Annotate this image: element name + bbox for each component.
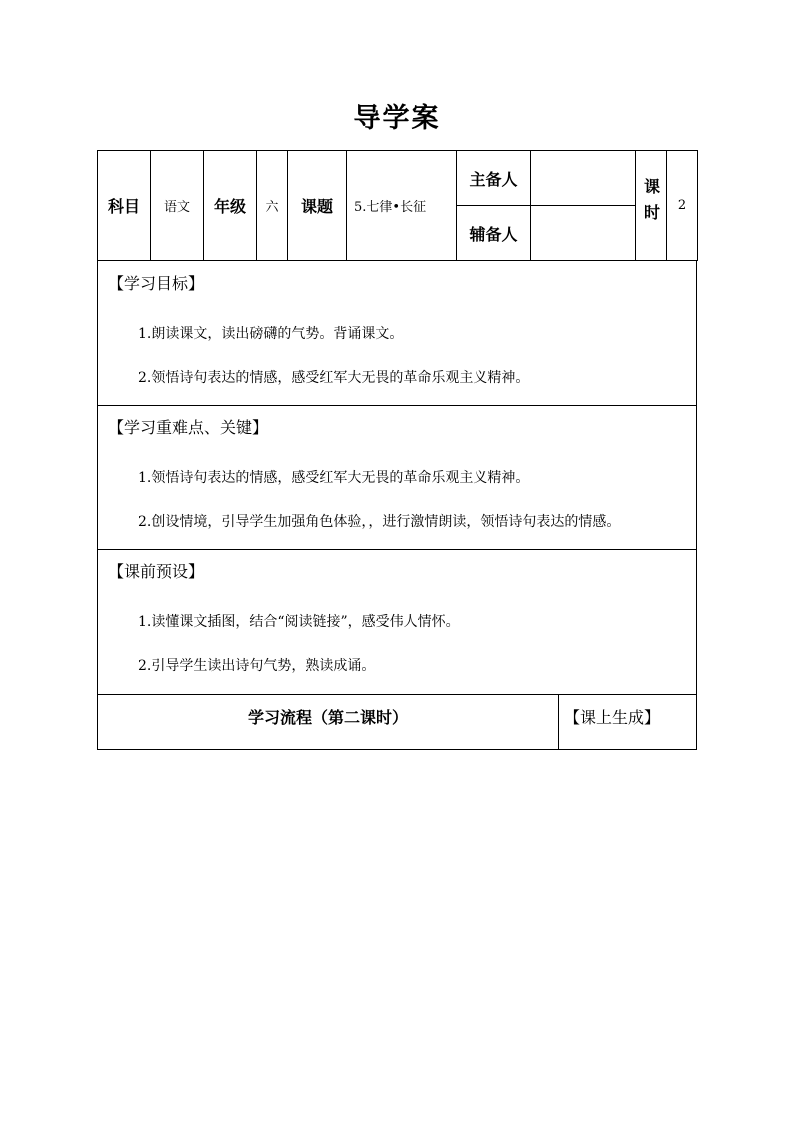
learning-flow-row (97, 694, 697, 750)
list-item: 1.读懂课文插图，结合“阅读链接”，感受伟人情怀。 (138, 614, 460, 630)
learning-goals-section (97, 261, 697, 406)
subject-label: 科目 (98, 151, 151, 261)
list-item: 2.引导学生读出诗句气势，熟读成诵。 (138, 658, 376, 674)
meta-table (97, 150, 698, 261)
grade-label: 年级 (204, 151, 257, 261)
lead-preparer-label: 主备人 (457, 151, 531, 206)
column-divider (558, 694, 559, 749)
key-points-section (97, 405, 697, 550)
preclass-preset-section (97, 549, 697, 695)
assistant-preparer-label: 辅备人 (457, 206, 531, 261)
list-item: 1.领悟诗句表达的情感，感受红军大无畏的革命乐观主义精神。 (138, 470, 530, 486)
document-title: 导学案 (353, 103, 441, 134)
section-heading: 【学习目标】 (108, 274, 205, 293)
topic-value: 5.七律•长征 (347, 151, 457, 261)
subject-value: 语文 (151, 151, 204, 261)
lead-preparer-value (531, 151, 636, 206)
assistant-preparer-value (531, 206, 636, 261)
list-item: 1.朗读课文，读出磅礴的气势。背诵课文。 (138, 326, 404, 342)
in-class-generation-label: 【课上生成】 (564, 708, 661, 727)
list-item: 2.创设情境，引导学生加强角色体验，，进行激情朗读，领悟诗句表达的情感。 (138, 514, 621, 530)
topic-label: 课题 (288, 151, 347, 261)
section-heading: 【课前预设】 (108, 562, 205, 581)
section-heading: 【学习重难点、关键】 (108, 418, 269, 437)
periods-value: 2 (667, 151, 698, 261)
periods-label-cell (636, 151, 667, 261)
list-item: 2.领悟诗句表达的情感，感受红军大无畏的革命乐观主义精神。 (138, 370, 530, 386)
periods-label: 课时 (641, 177, 661, 230)
grade-value: 六 (257, 151, 288, 261)
learning-flow-title: 学习流程（第二课时） (247, 708, 408, 727)
